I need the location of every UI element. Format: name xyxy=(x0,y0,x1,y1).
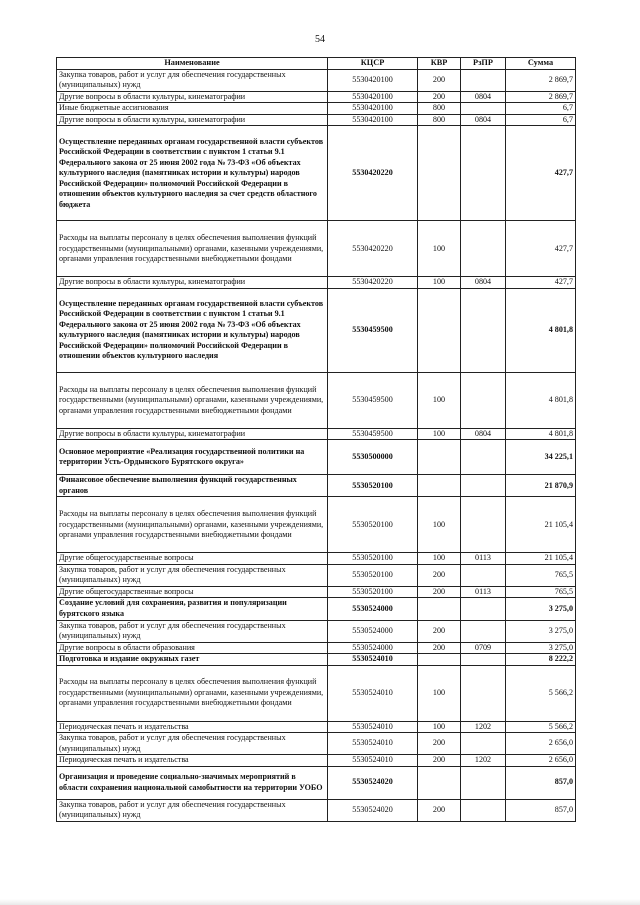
row-sum-cell: 2 656,0 xyxy=(506,755,576,767)
row-kvr-cell xyxy=(418,654,461,666)
row-kvr-cell: 100 xyxy=(418,277,461,289)
row-rzpr-cell: 1202 xyxy=(461,755,506,767)
row-rzpr-cell: 1202 xyxy=(461,721,506,733)
row-rzpr-cell xyxy=(461,665,506,721)
row-name-cell: Основное мероприятие «Реализация государственной политики на территории Усть-Ордынского Бурятского округа» xyxy=(57,440,328,475)
table-row xyxy=(57,114,576,126)
row-kvr-cell: 100 xyxy=(418,497,461,553)
row-kcsr-cell: 5530420100 xyxy=(328,114,418,126)
row-name-cell: Осуществление переданных органам государственной власти субъектов Российской Федерации в соответствии с пунктом 1 статьи 9.1 Федерального закона от 25 июня 2002 года № 73-ФЗ «Об объектах культурного наследия (памятниках истории и культуры) народов Российской Федерации» полномочий Российской Федерации в отношении объектов культурного наследия за счет средств областного бюджета xyxy=(57,126,328,221)
table-row xyxy=(57,475,576,497)
row-sum-cell: 21 870,9 xyxy=(506,475,576,497)
row-kvr-cell xyxy=(418,126,461,221)
row-sum-cell: 3 275,0 xyxy=(506,642,576,654)
table-row xyxy=(57,586,576,598)
row-kvr-cell xyxy=(418,766,461,799)
table-row xyxy=(57,654,576,666)
row-kcsr-cell: 5530524010 xyxy=(328,733,418,755)
row-rzpr-cell xyxy=(461,733,506,755)
row-kcsr-cell: 5530524010 xyxy=(328,721,418,733)
header-kcsr: КЦСР xyxy=(328,58,418,70)
row-kvr-cell: 200 xyxy=(418,91,461,103)
table-row xyxy=(57,440,576,475)
row-name-cell: Закупка товаров, работ и услуг для обеспечения государственных (муниципальных) нужд xyxy=(57,799,328,821)
row-kvr-cell: 100 xyxy=(418,372,461,428)
row-kvr-cell: 100 xyxy=(418,721,461,733)
table-row xyxy=(57,665,576,721)
row-kvr-cell: 200 xyxy=(418,564,461,586)
row-sum-cell: 857,0 xyxy=(506,799,576,821)
scan-edge xyxy=(0,899,640,905)
row-name-cell: Другие вопросы в области образования xyxy=(57,642,328,654)
row-name-cell: Осуществление переданных органам государственной власти субъектов Российской Федерации в соответствии с пунктом 1 статьи 9.1 Федерального закона от 25 июня 2002 года № 73-ФЗ «Об объектах культурного наследия (памятниках истории и культуры) народов Российской Федерации» полномочий Российской Федерации в отношении объектов культурного наследия xyxy=(57,288,328,372)
row-name-cell: Иные бюджетные ассигнования xyxy=(57,103,328,115)
row-rzpr-cell xyxy=(461,766,506,799)
row-name-cell: Другие общегосударственные вопросы xyxy=(57,553,328,565)
row-sum-cell: 5 566,2 xyxy=(506,665,576,721)
row-sum-cell: 6,7 xyxy=(506,103,576,115)
table-row xyxy=(57,91,576,103)
row-kcsr-cell: 5530420220 xyxy=(328,277,418,289)
row-name-cell: Периодическая печать и издательства xyxy=(57,755,328,767)
row-sum-cell: 4 801,8 xyxy=(506,372,576,428)
row-name-cell: Расходы на выплаты персоналу в целях обеспечения выполнения функций государственными (муниципальными) органами, казенными учреждениями, органами управления государственными внебюджетными фондами xyxy=(57,665,328,721)
row-sum-cell: 21 105,4 xyxy=(506,497,576,553)
row-name-cell: Периодическая печать и издательства xyxy=(57,721,328,733)
table-row xyxy=(57,564,576,586)
row-rzpr-cell xyxy=(461,497,506,553)
header-kvr: КВР xyxy=(418,58,461,70)
row-rzpr-cell xyxy=(461,654,506,666)
row-kvr-cell: 200 xyxy=(418,620,461,642)
row-sum-cell: 2 656,0 xyxy=(506,733,576,755)
row-sum-cell: 765,5 xyxy=(506,586,576,598)
row-name-cell: Другие вопросы в области культуры, кинематографии xyxy=(57,428,328,440)
row-kvr-cell: 100 xyxy=(418,428,461,440)
table-row xyxy=(57,288,576,372)
row-kcsr-cell: 5530420220 xyxy=(328,221,418,277)
row-sum-cell: 2 869,7 xyxy=(506,69,576,91)
row-rzpr-cell xyxy=(461,126,506,221)
row-rzpr-cell: 0113 xyxy=(461,586,506,598)
row-rzpr-cell xyxy=(461,475,506,497)
row-name-cell: Подготовка и издание окружных газет xyxy=(57,654,328,666)
row-sum-cell: 427,7 xyxy=(506,126,576,221)
row-kcsr-cell: 5530420100 xyxy=(328,103,418,115)
row-kcsr-cell: 5530524000 xyxy=(328,598,418,620)
row-kcsr-cell: 5530524010 xyxy=(328,755,418,767)
table-header-row xyxy=(57,58,576,70)
table-row xyxy=(57,553,576,565)
table-row xyxy=(57,620,576,642)
row-sum-cell: 5 566,2 xyxy=(506,721,576,733)
table-row xyxy=(57,126,576,221)
row-kcsr-cell: 5530520100 xyxy=(328,553,418,565)
row-rzpr-cell xyxy=(461,564,506,586)
row-kcsr-cell: 5530520100 xyxy=(328,497,418,553)
row-sum-cell: 427,7 xyxy=(506,221,576,277)
row-name-cell: Закупка товаров, работ и услуг для обеспечения государственных (муниципальных) нужд xyxy=(57,564,328,586)
table-row xyxy=(57,642,576,654)
row-kcsr-cell: 5530524000 xyxy=(328,620,418,642)
table-row xyxy=(57,799,576,821)
row-rzpr-cell xyxy=(461,221,506,277)
row-kcsr-cell: 5530500000 xyxy=(328,440,418,475)
row-sum-cell: 8 222,2 xyxy=(506,654,576,666)
table-row xyxy=(57,372,576,428)
table-row xyxy=(57,598,576,620)
row-name-cell: Закупка товаров, работ и услуг для обеспечения государственных (муниципальных) нужд xyxy=(57,620,328,642)
row-sum-cell: 857,0 xyxy=(506,766,576,799)
row-kvr-cell: 200 xyxy=(418,642,461,654)
row-sum-cell: 2 869,7 xyxy=(506,91,576,103)
table-row xyxy=(57,766,576,799)
row-name-cell: Закупка товаров, работ и услуг для обеспечения государственных (муниципальных) нужд xyxy=(57,733,328,755)
row-kvr-cell: 100 xyxy=(418,553,461,565)
row-rzpr-cell xyxy=(461,799,506,821)
row-sum-cell: 4 801,8 xyxy=(506,288,576,372)
row-rzpr-cell: 0804 xyxy=(461,114,506,126)
row-sum-cell: 6,7 xyxy=(506,114,576,126)
table-row xyxy=(57,277,576,289)
header-sum: Сумма xyxy=(506,58,576,70)
row-rzpr-cell xyxy=(461,103,506,115)
row-sum-cell: 4 801,8 xyxy=(506,428,576,440)
table-row xyxy=(57,428,576,440)
header-name: Наименование xyxy=(57,58,328,70)
row-kvr-cell: 800 xyxy=(418,103,461,115)
row-name-cell: Финансовое обеспечение выполнения функций государственных органов xyxy=(57,475,328,497)
row-name-cell: Расходы на выплаты персоналу в целях обеспечения выполнения функций государственными (муниципальными) органами, казенными учреждениями, органами управления государственными внебюджетными фондами xyxy=(57,372,328,428)
row-kcsr-cell: 5530524010 xyxy=(328,654,418,666)
row-name-cell: Другие общегосударственные вопросы xyxy=(57,586,328,598)
budget-table xyxy=(56,57,576,822)
row-rzpr-cell: 0113 xyxy=(461,553,506,565)
row-kcsr-cell: 5530524010 xyxy=(328,665,418,721)
row-kcsr-cell: 5530459500 xyxy=(328,428,418,440)
table-body xyxy=(57,69,576,821)
table-row xyxy=(57,497,576,553)
row-sum-cell: 34 225,1 xyxy=(506,440,576,475)
row-kvr-cell: 100 xyxy=(418,665,461,721)
table-row xyxy=(57,721,576,733)
page-number: 54 xyxy=(315,34,325,45)
header-rzpr: РзПР xyxy=(461,58,506,70)
row-kcsr-cell: 5530420100 xyxy=(328,91,418,103)
table-row xyxy=(57,69,576,91)
table-row xyxy=(57,221,576,277)
row-name-cell: Закупка товаров, работ и услуг для обеспечения государственных (муниципальных) нужд xyxy=(57,69,328,91)
row-sum-cell: 3 275,0 xyxy=(506,598,576,620)
row-rzpr-cell xyxy=(461,372,506,428)
row-kcsr-cell: 5530520100 xyxy=(328,475,418,497)
row-name-cell: Другие вопросы в области культуры, кинематографии xyxy=(57,277,328,289)
row-kcsr-cell: 5530524020 xyxy=(328,766,418,799)
row-rzpr-cell: 0804 xyxy=(461,91,506,103)
row-kvr-cell xyxy=(418,440,461,475)
row-kcsr-cell: 5530524000 xyxy=(328,642,418,654)
row-kcsr-cell: 5530420100 xyxy=(328,69,418,91)
row-kcsr-cell: 5530524020 xyxy=(328,799,418,821)
row-name-cell: Другие вопросы в области культуры, кинематографии xyxy=(57,114,328,126)
row-kcsr-cell: 5530459500 xyxy=(328,372,418,428)
row-kcsr-cell: 5530420220 xyxy=(328,126,418,221)
row-sum-cell: 765,5 xyxy=(506,564,576,586)
row-kvr-cell: 200 xyxy=(418,755,461,767)
row-kvr-cell: 100 xyxy=(418,221,461,277)
row-name-cell: Другие вопросы в области культуры, кинематографии xyxy=(57,91,328,103)
row-kvr-cell: 800 xyxy=(418,114,461,126)
row-rzpr-cell xyxy=(461,620,506,642)
row-rzpr-cell xyxy=(461,440,506,475)
table-row xyxy=(57,733,576,755)
row-rzpr-cell xyxy=(461,598,506,620)
row-rzpr-cell: 0804 xyxy=(461,428,506,440)
row-rzpr-cell: 0804 xyxy=(461,277,506,289)
row-sum-cell: 3 275,0 xyxy=(506,620,576,642)
row-rzpr-cell xyxy=(461,69,506,91)
row-kvr-cell: 200 xyxy=(418,586,461,598)
row-sum-cell: 21 105,4 xyxy=(506,553,576,565)
row-kvr-cell: 200 xyxy=(418,69,461,91)
row-sum-cell: 427,7 xyxy=(506,277,576,289)
row-kvr-cell: 200 xyxy=(418,799,461,821)
row-kvr-cell xyxy=(418,475,461,497)
row-name-cell: Создание условий для сохранения, развития и популяризации бурятского языка xyxy=(57,598,328,620)
row-kvr-cell xyxy=(418,598,461,620)
row-kvr-cell: 200 xyxy=(418,733,461,755)
row-rzpr-cell xyxy=(461,288,506,372)
row-kcsr-cell: 5530520100 xyxy=(328,586,418,598)
table-row xyxy=(57,755,576,767)
row-kcsr-cell: 5530520100 xyxy=(328,564,418,586)
row-name-cell: Организация и проведение социально-значимых мероприятий в области сохранения национальной самобытности на территории УОБО xyxy=(57,766,328,799)
row-name-cell: Расходы на выплаты персоналу в целях обеспечения выполнения функций государственными (муниципальными) органами, казенными учреждениями, органами управления государственными внебюджетными фондами xyxy=(57,221,328,277)
row-kcsr-cell: 5530459500 xyxy=(328,288,418,372)
table-row xyxy=(57,103,576,115)
row-rzpr-cell: 0709 xyxy=(461,642,506,654)
row-name-cell: Расходы на выплаты персоналу в целях обеспечения выполнения функций государственными (муниципальными) органами, казенными учреждениями, органами управления государственными внебюджетными фондами xyxy=(57,497,328,553)
row-kvr-cell xyxy=(418,288,461,372)
